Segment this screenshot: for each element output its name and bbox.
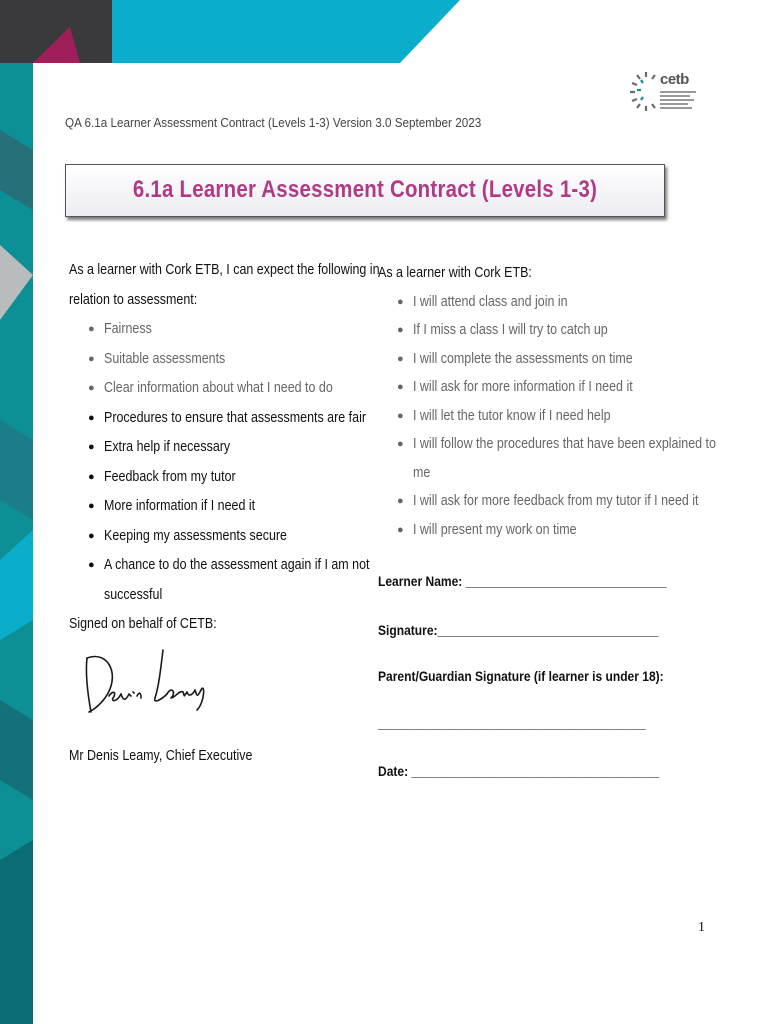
signature-field[interactable]: Signature:_________________________________ [378,622,659,638]
logo-subtitle-lines [660,89,705,111]
bullet-icon: ● [397,352,404,365]
list-item: ● I will let the tutor know if I need help [378,402,708,431]
parent-signature-label: Parent/Guardian Signature (if learner is under 18): [378,668,664,684]
list-item: ● Extra help if necessary [69,433,369,463]
list-item: ● I will ask for more information if I need it [378,373,708,402]
list-item: ● I will complete the assessments on time [378,345,708,374]
right-intro: As a learner with Cork ETB: [378,265,532,281]
cetb-logo [630,71,710,131]
bullet-icon: ● [88,352,95,365]
title-box [65,164,665,217]
bullet-icon: ● [88,441,95,453]
date-field[interactable]: Date: _____________________________________ [378,763,660,779]
bullet-icon: ● [397,295,404,308]
learner-name-field[interactable]: Learner Name: ______________________________ [378,573,667,589]
list-item: ● Feedback from my tutor [69,463,369,493]
list-item-continuation: me [413,464,431,481]
bullet-icon: ● [397,324,404,336]
document-header: QA 6.1a Learner Assessment Contract (Levels 1-3) Version 3.0 September 2023 [65,115,482,130]
list-item: ● I will ask for more feedback from my tutor if I need it [378,487,708,516]
ceo-signature [79,646,219,721]
bullet-icon: ● [88,323,95,335]
expectations-list [69,315,369,610]
bullet-icon: ● [397,495,404,507]
list-item: ● Keeping my assessments secure [69,522,369,552]
list-item: ● I will follow the procedures that have been explained to [378,430,708,459]
list-item: ● If I miss a class I will try to catch up [378,316,708,345]
document-page [33,63,770,1024]
page-title: 6.1a Learner Assessment Contract (Levels 1-3) [132,176,598,203]
list-item: ● I will present my work on time [378,516,708,545]
commitments-list [378,288,716,545]
list-item: ● Clear information about what I need to do [69,374,369,404]
bullet-icon: ● [397,438,404,450]
list-item: ● Suitable assessments [69,345,369,375]
page-number: 1 [698,920,705,935]
left-intro-line-2: relation to assessment: [69,291,198,308]
bullet-icon: ● [397,523,404,536]
bullet-icon: ● [88,470,95,483]
bullet-icon: ● [88,500,95,512]
bullet-icon: ● [88,382,95,394]
right-column [378,259,716,544]
signatory-name: Mr Denis Leamy, Chief Executive [69,748,253,764]
list-item: ● A chance to do the assessment again if I am not [69,551,369,581]
list-item: ● More information if I need it [69,492,369,522]
list-item: ● Fairness [69,315,369,345]
list-item-continuation: successful [104,586,163,603]
bullet-icon: ● [88,559,95,571]
bullet-icon: ● [397,381,404,393]
left-column [69,256,380,640]
signed-on-behalf-label: Signed on behalf of CETB: [69,616,217,632]
logo-swirl-icon [630,71,662,121]
bullet-icon: ● [88,411,95,424]
parent-signature-field[interactable]: ________________________________________ [378,715,646,731]
list-item: ● I will attend class and join in [378,288,708,317]
signatory-block [69,742,282,771]
logo-wordmark: cetb [660,71,689,88]
left-intro-line-1: As a learner with Cork ETB, I can expect the following in [69,262,380,278]
list-item: ● Procedures to ensure that assessments are fair [69,404,369,434]
bullet-icon: ● [88,529,95,542]
bullet-icon: ● [397,409,404,422]
